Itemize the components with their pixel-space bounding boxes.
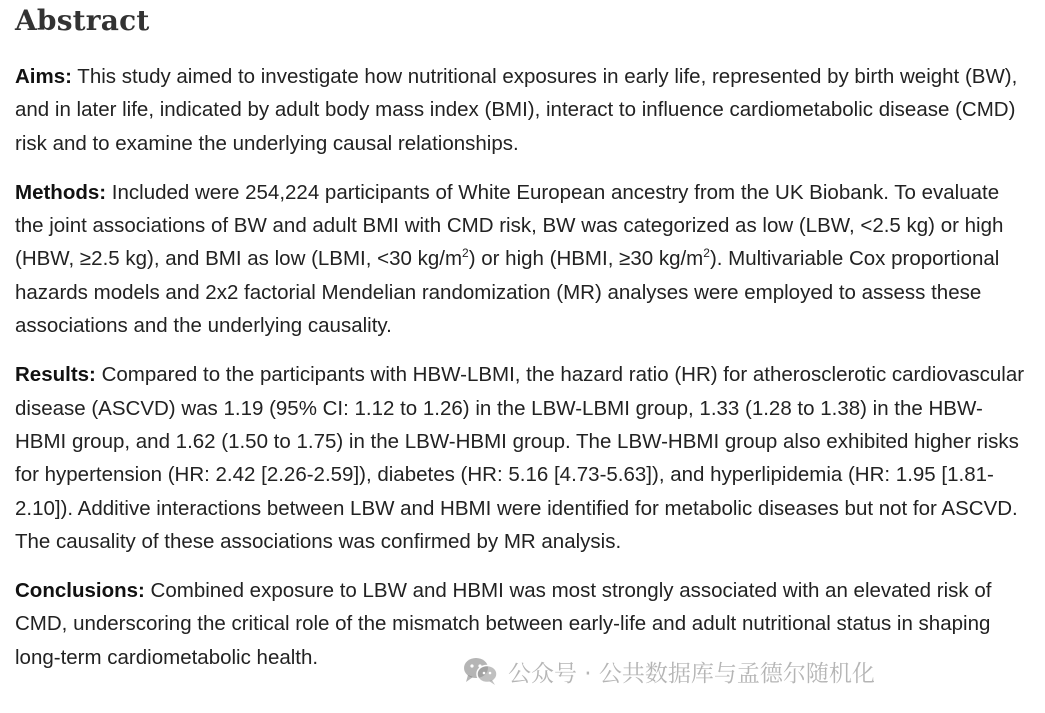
abstract-title: Abstract: [15, 4, 150, 37]
methods-superscript-1: 2: [462, 246, 469, 261]
results-label: Results:: [15, 363, 96, 387]
aims-paragraph: [15, 60, 1025, 160]
methods-label: Methods:: [15, 180, 107, 204]
methods-text-1: Included were 254,224 participants of White European ancestry from the UK Biobank. To evaluate the joint associations of BW and adult BMI with CMD risk, BW was categorized as low (LBW, <2.5 kg) or high (HBW, ≥2.5 kg), and BMI as low (LBMI, <30 kg/m: [15, 180, 1004, 271]
aims-label: Aims:: [15, 65, 72, 88]
aims-text: This study aimed to investigate how nutritional exposures in early life, represented by birth weight (BW), and in later life, indicated by adult body mass index (BMI), interact to influence cardiometabolic disease (CMD) risk and to examine the underlying causal relationships.: [15, 65, 1018, 155]
results-paragraph: [15, 358, 1025, 558]
conclusions-text: Combined exposure to LBW and HBMI was most strongly associated with an elevated risk of CMD, underscoring the critical role of the mismatch between early-life and adult nutritional status in shaping long-term cardiometabolic health.: [15, 579, 992, 669]
watermark-text: 公众号 · 公共数据库与孟德尔随机化: [508, 660, 875, 687]
methods-paragraph: [15, 176, 1025, 342]
conclusions-label: Conclusions:: [15, 579, 145, 603]
abstract-section: [15, 0, 1025, 674]
methods-superscript-2: 2: [703, 246, 710, 261]
methods-text-2: ) or high (HBMI, ≥30 kg/m: [468, 247, 704, 271]
methods-text-3: ). Multivariable Cox proportional hazards models and 2x2 factorial Mendelian randomization (MR) analyses were employed to assess these associations and the underlying causality.: [15, 247, 1000, 338]
results-text: Compared to the participants with HBW-LBMI, the hazard ratio (HR) for atherosclerotic cardiovascular disease (ASCVD) was 1.19 (95% CI: 1.12 to 1.26) in the LBW-LBMI group, 1.33 (1.28 to 1.38) in the HBW-HBMI group, and 1.62 (1.50 to 1.75) in the LBW-HBMI group. The LBW-HBMI group also exhibited higher risks for hypertension (HR: 2.42 [2.26-2.59]), diabetes (HR: 5.16 [4.73-5.63]), and hyperlipidemia (HR: 1.95 [1.81-2.10]). Additive interactions between LBW and HBMI were identified for metabolic diseases but not for ASCVD. The causality of these associations was confirmed by MR analysis.: [15, 363, 1025, 553]
conclusions-paragraph: [15, 574, 1025, 674]
